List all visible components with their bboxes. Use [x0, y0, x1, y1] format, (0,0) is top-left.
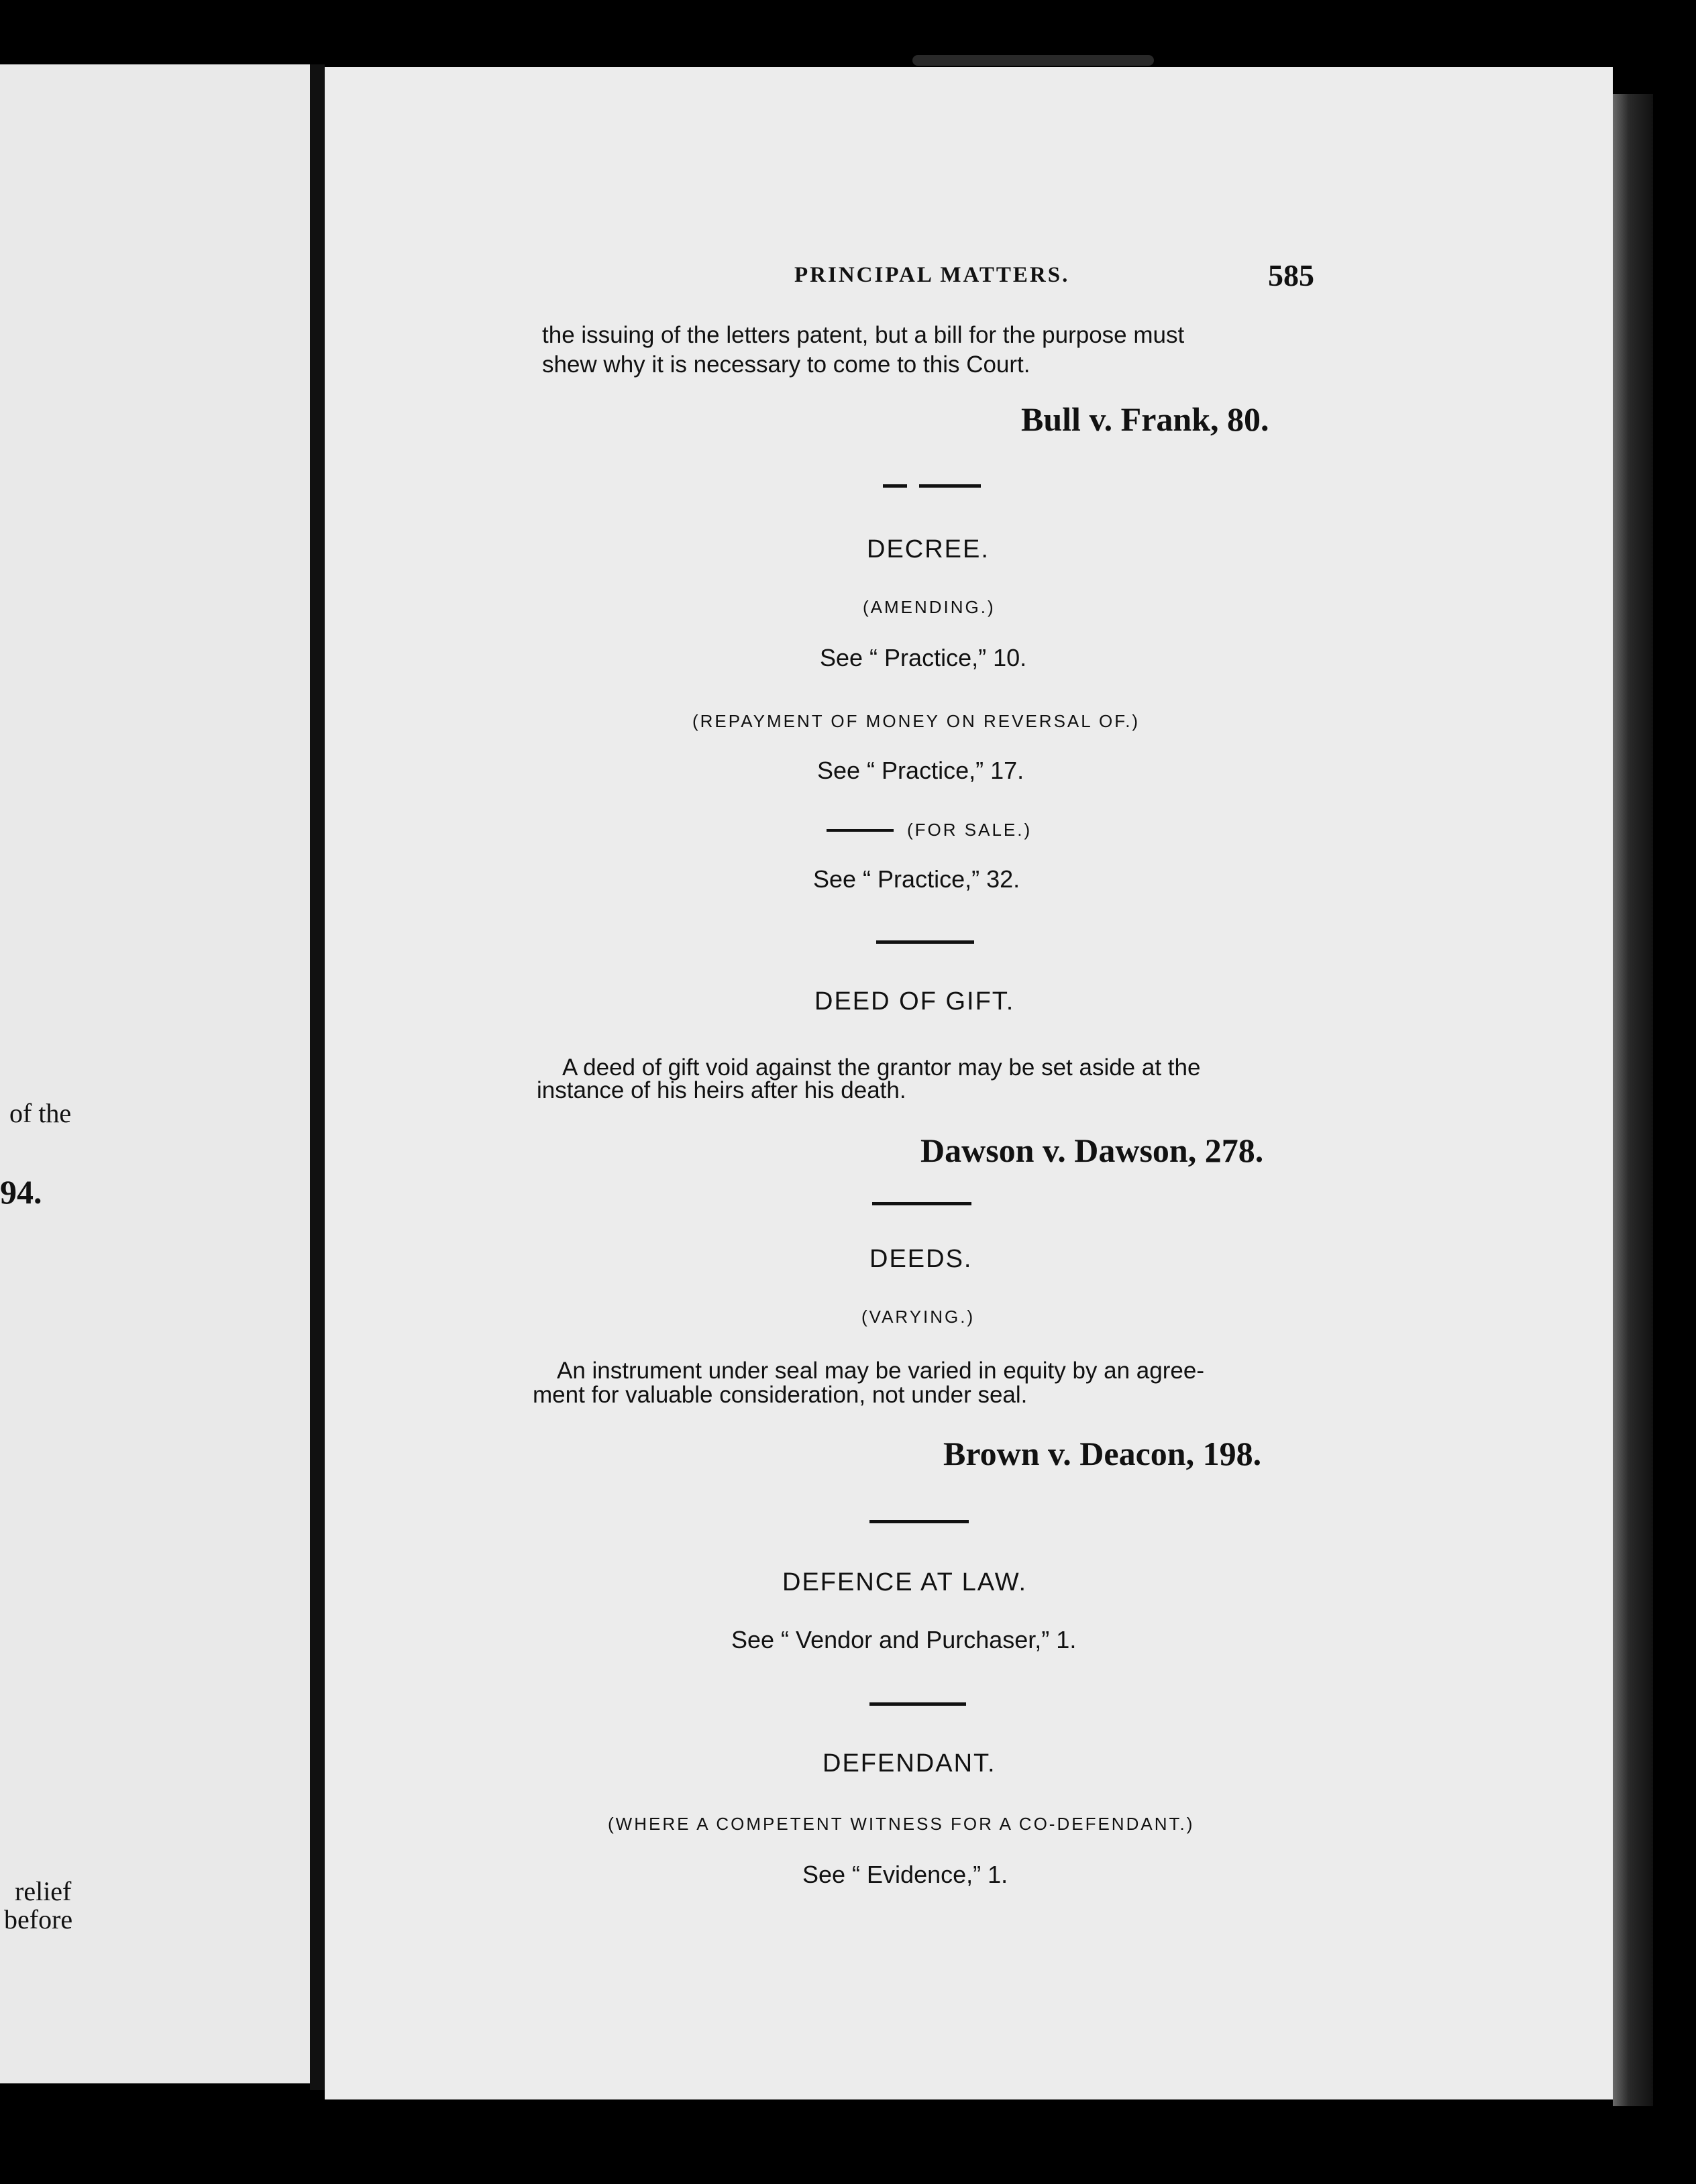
section-rule [919, 484, 981, 488]
section-rule [872, 1202, 971, 1205]
section-rule-short [883, 484, 907, 488]
see-evidence-1: See “ Evidence,” 1. [802, 1861, 1008, 1888]
continuation-line-2: shew why it is necessary to come to this Court. [542, 351, 1030, 378]
subheading-witness: (WHERE A COMPETENT WITNESS FOR A CO-DEFENDANT.) [608, 1814, 1195, 1834]
see-practice-10: See “ Practice,” 10. [820, 644, 1027, 671]
section-rule [869, 1520, 969, 1523]
heading-defence-at-law: DEFENCE AT LAW. [782, 1568, 1028, 1596]
heading-deed-of-gift: DEED OF GIFT. [814, 987, 1015, 1016]
subheading-varying: (VARYING.) [861, 1307, 975, 1327]
citation-dawson-v-dawson: Dawson v. Dawson, 278. [920, 1132, 1264, 1169]
deed-of-gift-line-2: instance of his heirs after his death. [537, 1077, 906, 1103]
section-rule [869, 1702, 966, 1706]
subheading-amending: (AMENDING.) [863, 597, 996, 617]
ditto-rule [827, 829, 894, 832]
see-vendor-and-purchaser: See “ Vendor and Purchaser,” 1. [731, 1626, 1077, 1653]
heading-deeds: DEEDS. [869, 1245, 973, 1273]
citation-brown-v-deacon: Brown v. Deacon, 198. [943, 1435, 1262, 1472]
left-fragment-before: before [4, 1904, 73, 1934]
page-number: 585 [1268, 258, 1314, 292]
citation-bull-v-frank: Bull v. Frank, 80. [1021, 400, 1269, 438]
subheading-for-sale: (FOR SALE.) [907, 820, 1032, 840]
running-head-title: PRINCIPAL MATTERS. [794, 263, 1070, 287]
deeds-line-1: An instrument under seal may be varied in equity by an agree- [557, 1358, 1204, 1384]
deed-of-gift-line-1: A deed of gift void against the grantor may be set aside at the [562, 1054, 1201, 1081]
section-rule [876, 940, 974, 944]
left-fragment-of-the: of the [9, 1098, 72, 1128]
left-fragment-94: 94. [0, 1173, 42, 1211]
see-practice-17: See “ Practice,” 17. [817, 757, 1024, 784]
continuation-line-1: the issuing of the letters patent, but a bill for the purpose must [542, 322, 1185, 348]
heading-decree: DECREE. [867, 535, 990, 563]
see-practice-32: See “ Practice,” 32. [813, 865, 1020, 893]
subheading-repayment: (REPAYMENT OF MONEY ON REVERSAL OF.) [692, 711, 1141, 731]
heading-defendant: DEFENDANT. [823, 1749, 996, 1778]
deeds-line-2: ment for valuable consideration, not under seal. [533, 1382, 1028, 1408]
left-fragment-relief: relief [15, 1876, 72, 1906]
